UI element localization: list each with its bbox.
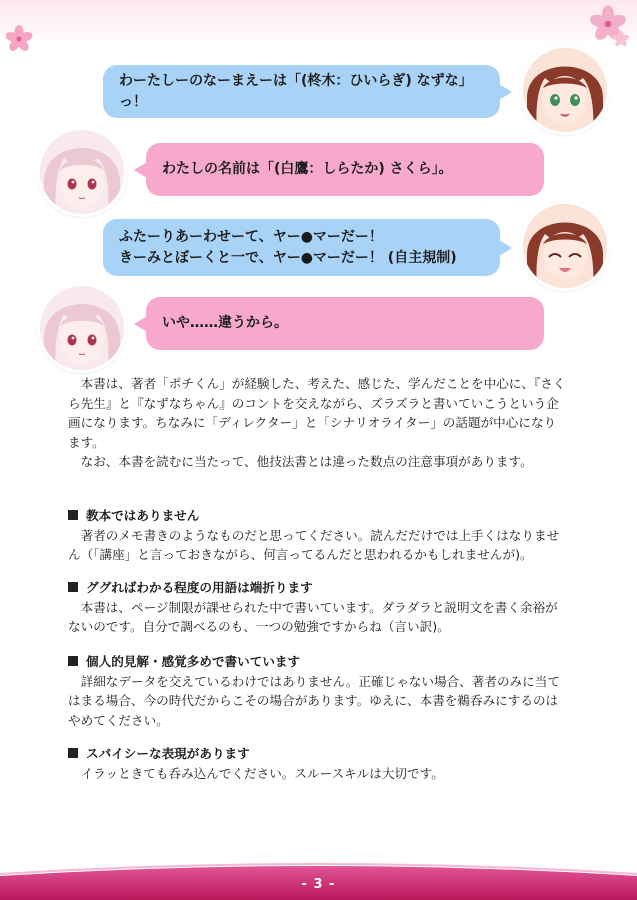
nazuna-avatar — [523, 48, 607, 132]
sakura-avatar — [40, 286, 124, 370]
notice-heading: 教本ではありません — [68, 506, 568, 526]
dialogue-bubble-sakura — [146, 143, 544, 196]
dialogue-bubble-nazuna — [103, 65, 500, 118]
black-square-icon — [68, 656, 78, 666]
notice-text: イラッときても呑み込んでください。スルースキルは大切です。 — [80, 765, 444, 781]
dialogue-bubble-nazuna — [103, 219, 500, 276]
intro-paragraph: 本書は、著者「ポチくん」が経験した、考えた、感じた、学んだことを中心に、『さくら先生』と『なずなちゃん』のコントを交えながら、ズラズラと書いていこうという企画になります。ちなみに「ディレクター」と「シナリオライター」の話題が中心になります。 — [68, 376, 566, 450]
notice-heading: ググればわかる程度の用語は端折ります — [68, 578, 568, 598]
black-square-icon — [68, 510, 78, 520]
notice-section — [68, 744, 568, 783]
nazuna-avatar — [523, 204, 607, 288]
black-square-icon — [68, 582, 78, 592]
page-header-band — [0, 0, 637, 46]
intro-paragraph: なお、本書を読むに当たって、他技法書とは違った数点の注意事項があります。 — [80, 454, 533, 469]
dialogue-line: きーみとぼーくと一で、ヤー●マーだー！ (自主規制) — [119, 249, 457, 266]
notice-section — [68, 578, 568, 637]
notice-text: 詳細なデータを交えているわけではありません。正確じゃない場合、著者のみに当てはまる場合、今の時代だからこその場合があります。ゆえに、本書を鵜呑みにするのはやめてください。 — [68, 673, 560, 728]
notice-section — [68, 506, 568, 565]
notice-heading: 個人的見解・感覚多めで書いています — [68, 652, 568, 672]
intro-text — [68, 374, 568, 472]
notice-section — [68, 652, 568, 730]
dialogue-line: ふたーりあーわせーて、ヤー●マーだー！ — [119, 228, 383, 245]
dialogue-line: わたしの名前は「(白鷹：しらたか) さくら」。 — [162, 161, 453, 177]
black-square-icon — [68, 748, 78, 758]
sakura-flower-icon — [612, 30, 630, 48]
sakura-flower-icon — [4, 24, 34, 54]
notice-text: 著者のメモ書きのようなものだと思ってください。読んだだけでは上手くはなりません（「講座」と言っておきながら、何言ってるんだと思われるかもしれませんが)。 — [68, 527, 560, 562]
dialogue-bubble-sakura — [146, 297, 544, 350]
dialogue-line: いや……違うから。 — [162, 315, 288, 331]
notice-text: 本書は、ページ制限が課せられた中で書いています。ダラダラと説明文を書く余裕がないのです。自分で調べるのも、一つの勉強ですからね（言い訳)。 — [68, 599, 558, 634]
dialogue-line: わーたしーのなーまえーは「(柊木：ひいらぎ) なずな」っ！ — [119, 72, 473, 110]
sakura-avatar — [40, 130, 124, 214]
notice-heading: スパイシーな表現があります — [68, 744, 568, 764]
page-number: - 3 - — [301, 877, 336, 892]
